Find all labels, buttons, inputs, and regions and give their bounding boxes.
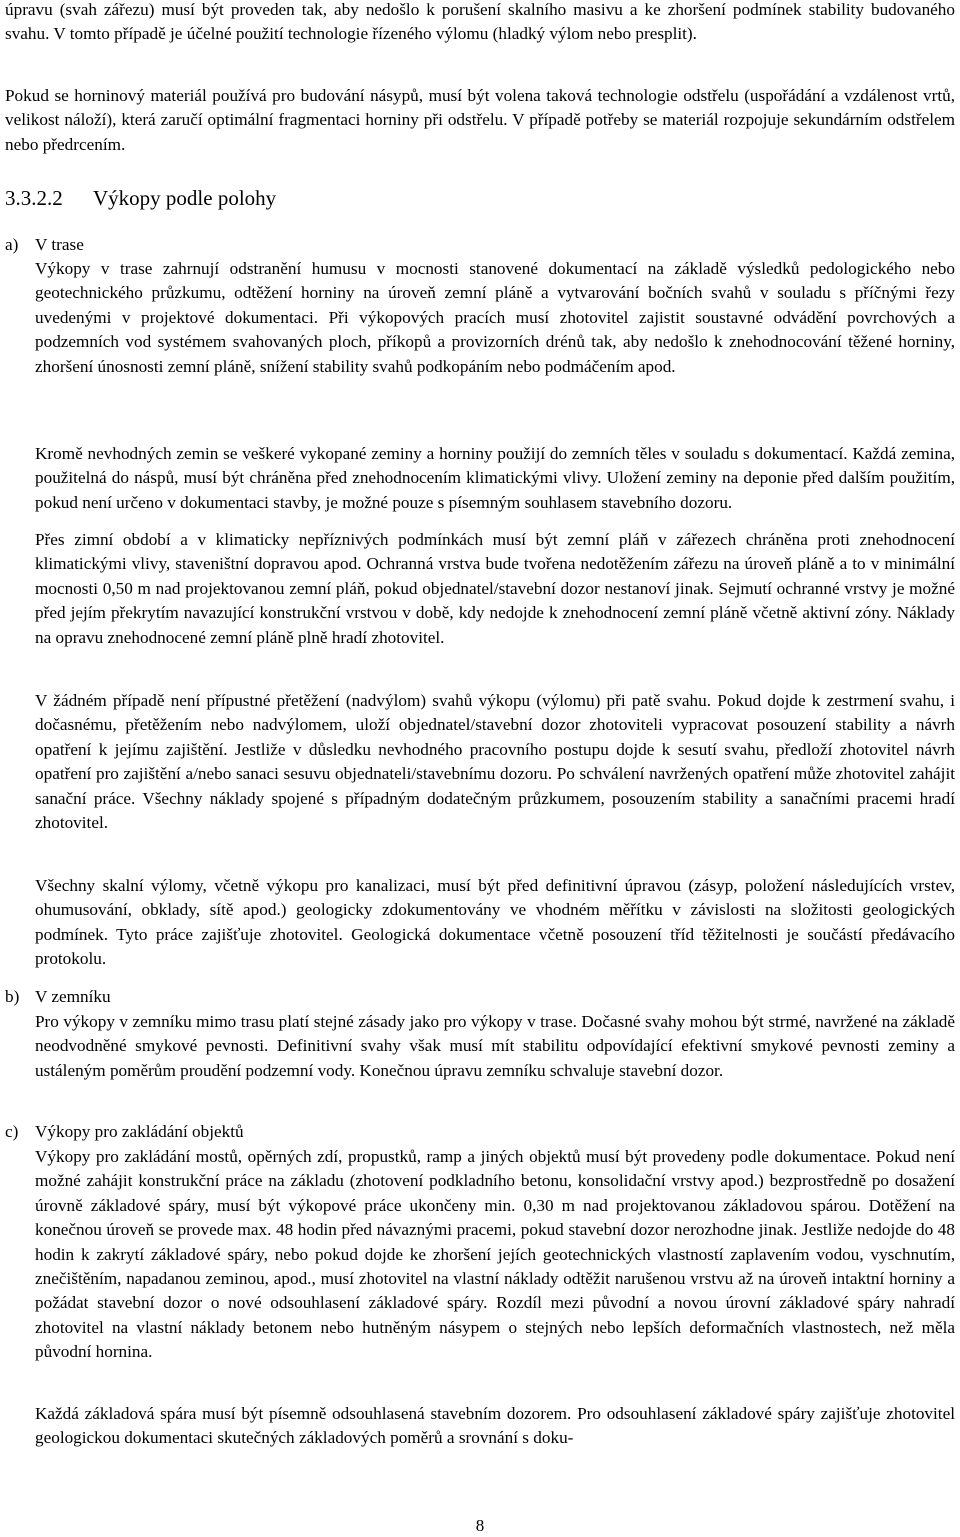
paragraph-a-3: Přes zimní období a v klimaticky nepříznivých podmínkách musí být zemní pláň v zářezech chráněna proti znehodnocení klimatickými vlivy, staveništní dopravou apod. Ochranná vrstva bude tvořena nedotěžením zářezu na úroveň pláně a to v minimální mocnosti 0,50 m nad projektovanou zemní pláň, pokud objednatel/stavební dozor nestanoví jinak. Sejmutí ochranné vrstvy je možné před jejím překrytím navazující konstrukční vrstvou v době, kdy nedojde k znehodnocení zemní pláně včetně aktivní zóny. Náklady na opravu znehodnocené zemní pláně plně hradí zhotovitel.: [35, 530, 955, 647]
list-label-a: a): [5, 235, 19, 254]
paragraph-blasting: Pokud se horninový materiál používá pro budování násypů, musí být volena taková technologie odstřelu (uspořádání a vzdálenost vrtů, velikost náloží), která zaručí optimální fragmentaci horniny při odstřelu. V případě potřeby se materiál rozpojuje sekundárním odstřelem nebo předrcením.: [5, 86, 955, 154]
list-label-c: c): [5, 1122, 19, 1141]
paragraph-b-1: Pro výkopy v zemníku mimo trasu platí stejné zásady jako pro výkopy v trase. Dočasné svahy mohou být strmé, navržené na základě neodvodněné smykové pevnosti. Definitivní svahy však musí mít stabilitu odpovídající efektivní smykové pevnosti zeminy a ustáleným poměrům proudění podzemní vody. Konečnou úpravu zemníku schvaluje stavební dozor.: [35, 1012, 955, 1080]
paragraph-a-4: V žádném případě není přípustné přetěžení (nadvýlom) svahů výkopu (výlomu) při patě svahu. Pokud dojde k zestrmení svahu, i dočasnému, přetěžením nebo nadvýlomem, uloží objednatel/stavební dozor zhotoviteli vypracovat posouzení stability a návrh opatření k jejímu zajištění. Jestliže v důsledku nevhodného pracovního postupu dojde k sesutí svahu, předloží zhotovitel návrh opatření pro zajištění a/nebo sanaci sesuvu objednateli/stavebnímu dozoru. Po schválení navržených opatření může zhotovitel zahájit sanační práce. Všechny náklady spojené s případným dodatečným průzkumem, posouzením stability a sanačními pracemi hradí zhotovitel.: [35, 691, 955, 833]
list-title-a: V trase: [35, 235, 84, 254]
list-title-b: V zemníku: [35, 987, 111, 1006]
paragraph-intro: úpravu (svah zářezu) musí být proveden tak, aby nedošlo k porušení skalního masivu a ke zhoršení podmínek stability budovaného svahu. V tomto případě je účelné použití technologie řízeného výlomu (hladký výlom nebo presplit).: [5, 0, 955, 44]
paragraph-a-1: Výkopy v trase zahrnují odstranění humusu v mocnosti stanovené dokumentací na základě výsledků pedologického nebo geotechnického průzkumu, odtěžení horniny na úroveň zemní pláně a vytvarování bočních svahů v souladu s příčnými řezy uvedenými v projektové dokumentaci. Při výkopových pracích musí zhotovitel zajistit soustavné odvádění povrchových a podzemních vod systémem svahovaných ploch, příkopů a provizorních drénů tak, aby nedošlo k znehodnocování těžené horniny, zhoršení únosnosti zemní pláně, snížení stability svahů podkopáním nebo podmáčením apod.: [35, 259, 955, 376]
list-label-b: b): [5, 987, 20, 1006]
section-heading: [5, 184, 276, 212]
paragraph-a-5: Všechny skalní výlomy, včetně výkopu pro kanalizaci, musí být před definitivní úpravou (zásyp, položení následujících vrstev, ohumusování, obklady, sítě apod.) geologicky zdokumentovány ve vhodném měřítku v závislosti na složitosti geologických podmínek. Tyto práce zajišťuje zhotovitel. Geologická dokumentace včetně posouzení tříd těžitelnosti je součástí předávacího protokolu.: [35, 876, 955, 969]
list-title-c: Výkopy pro zakládání objektů: [35, 1122, 244, 1141]
section-title: Výkopy podle polohy: [93, 186, 277, 210]
page-number: 8: [475, 1516, 485, 1535]
paragraph-a-2: Kromě nevhodných zemin se veškeré vykopané zeminy a horniny použijí do zemních těles v souladu s dokumentací. Každá zemina, použitelná do náspů, musí být chráněna před znehodnocením klimatickými vlivy. Uložení zeminy na deponie před dalším použitím, pokud není určeno v dokumentaci stavby, je možné pouze s písemným souhlasem stavebního dozoru.: [35, 444, 955, 512]
section-number: 3.3.2.2: [5, 186, 63, 210]
paragraph-c-2: Každá základová spára musí být písemně odsouhlasená stavebním dozorem. Pro odsouhlasení základové spáry zajišťuje zhotovitel geologickou dokumentaci skutečných základových poměrů a srovnání s doku-: [35, 1404, 955, 1448]
paragraph-c-1: Výkopy pro zakládání mostů, opěrných zdí, propustků, ramp a jiných objektů musí být provedeny podle dokumentace. Pokud není možné zahájit konstrukční práce na základu (zhotovení podkladního betonu, konsolidační vrstvy apod.) bezprostředně po dosažení úrovně základové spáry, musí být výkopové práce ukončeny min. 0,30 m nad projektovanou základovou spárou. Dotěžení na konečnou úroveň se provede max. 48 hodin před návaznými pracemi, pokud stavební dozor nerozhodne jinak. Jestliže nedojde do 48 hodin k zakrytí základové spáry, nebo pokud dojde ke zhoršení jejích geotechnických vlastností zaplavením vodou, vyschnutím, znečištěním, napadanou zeminou, apod., musí zhotovitel na vlastní náklady odtěžit narušenou vrstvu až na úroveň intaktní horniny a požádat stavební dozor o nové odsouhlasení základové spáry. Rozdíl mezi původní a novou úrovní základové spáry nahradí zhotovitel na vlastní náklady betonem nebo hutněným násypem o stejných nebo lepších deformačních vlastnostech, než měla původní hornina.: [35, 1147, 955, 1362]
